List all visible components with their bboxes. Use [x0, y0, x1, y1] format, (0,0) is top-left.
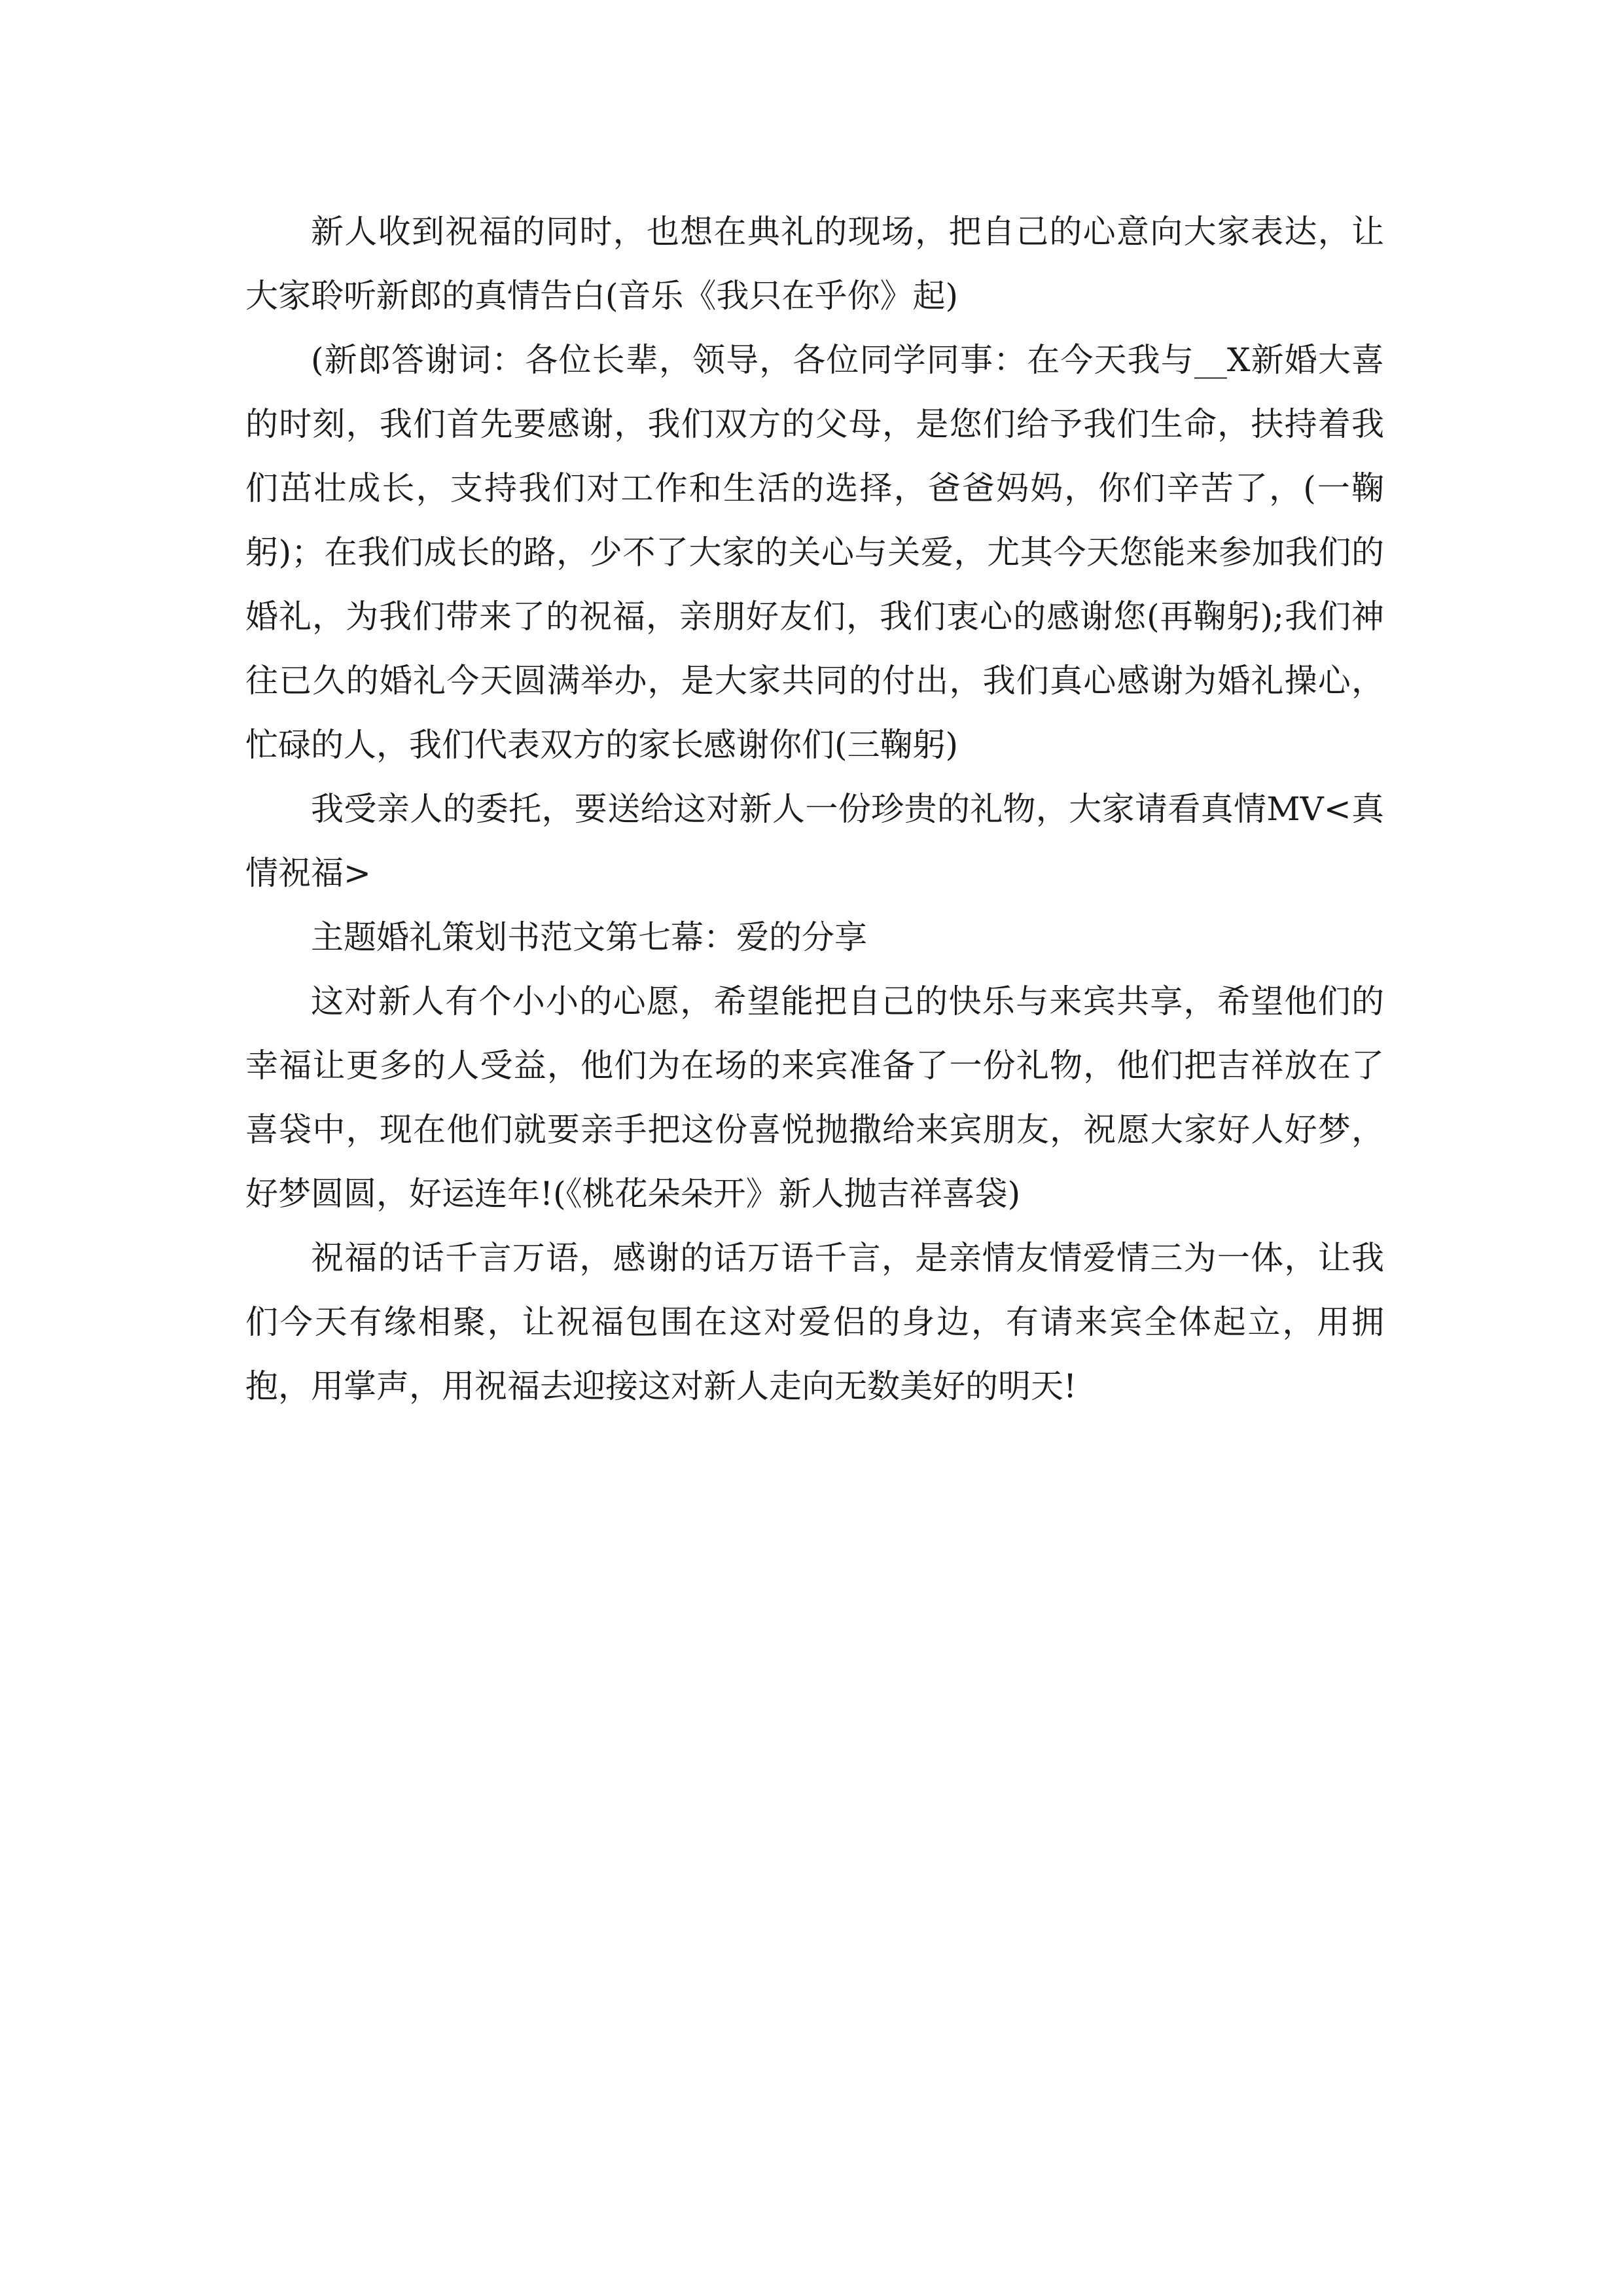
paragraph-blessing-response: 新人收到祝福的同时，也想在典礼的现场，把自己的心意向大家表达，让大家聆听新郎的真情告白(音乐《我只在乎你》起) — [245, 213, 1384, 315]
paragraph-closing-blessing: 祝福的话千言万语，感谢的话万语千言，是亲情友情爱情三为一体，让我们今天有缘相聚，让祝福包围在这对爱侣的身边，有请来宾全体起立，用拥抱，用掌声，用祝福去迎接这对新人走向无数美好的明天! — [245, 1239, 1384, 1405]
paragraph-gift-mv: 我受亲人的委托，要送给这对新人一份珍贵的礼物，大家请看真情MV<真情祝福> — [245, 790, 1384, 892]
document-body — [245, 200, 1384, 1418]
section-heading-act-seven: 主题婚礼策划书范文第七幕：爱的分享 — [311, 918, 867, 956]
paragraph-love-sharing: 这对新人有个小小的心愿，希望能把自己的快乐与来宾共享，希望他们的幸福让更多的人受益，他们为在场的来宾准备了一份礼物，他们把吉祥放在了喜袋中，现在他们就要亲手把这份喜悦抛撒给来宾朋友，祝愿大家好人好梦，好梦圆圆，好运连年!(《桃花朵朵开》新人抛吉祥喜袋) — [245, 982, 1384, 1213]
paragraph-groom-speech: (新郎答谢词：各位长辈，领导，各位同学同事：在今天我与__X新婚大喜的时刻，我们首先要感谢，我们双方的父母，是您们给予我们生命，扶持着我们茁壮成长，支持我们对工作和生活的选择，爸爸妈妈，你们辛苦了，(一鞠躬)；在我们成长的路，少不了大家的关心与关爱，尤其今天您能来参加我们的婚礼，为我们带来了的祝福，亲朋好友们，我们衷心的感谢您(再鞠躬);我们神往已久的婚礼今天圆满举办，是大家共同的付出，我们真心感谢为婚礼操心，忙碌的人，我们代表双方的家长感谢你们(三鞠躬) — [245, 341, 1384, 764]
